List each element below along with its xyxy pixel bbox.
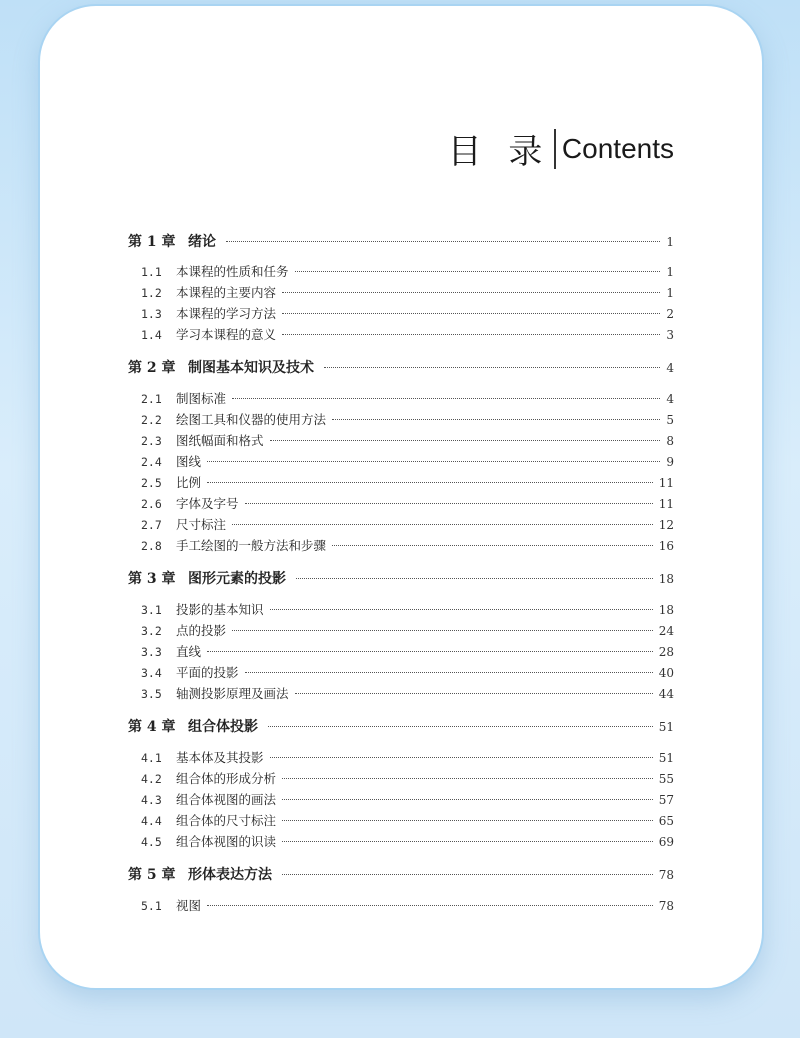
dot-leader	[295, 271, 661, 272]
page-number: 3	[666, 328, 674, 342]
section-number: 1.1	[141, 265, 162, 279]
section-number: 4.3	[141, 793, 162, 807]
dot-leader	[282, 874, 653, 875]
toc-chapter-row[interactable]	[128, 864, 674, 884]
toc-section-row[interactable]	[128, 494, 674, 514]
toc-section-row[interactable]	[128, 663, 674, 683]
dot-leader	[270, 440, 661, 441]
chapter-number: 第 4 章	[128, 719, 176, 735]
page-number: 78	[658, 899, 674, 913]
toc-section-row[interactable]	[128, 410, 674, 430]
page-number: 1	[666, 286, 674, 300]
chapter-number: 第 2 章	[128, 360, 176, 376]
toc-chapter-row[interactable]	[128, 231, 674, 251]
section-number: 3.5	[141, 687, 162, 701]
toc-section-row[interactable]	[128, 642, 674, 662]
chapter-number: 第 3 章	[128, 571, 176, 587]
section-title: 本课程的学习方法	[176, 306, 277, 321]
page-number: 51	[658, 720, 674, 734]
dot-leader	[232, 630, 653, 631]
dot-leader	[207, 482, 653, 483]
section-title: 绘图工具和仪器的使用方法	[176, 412, 327, 427]
dot-leader	[232, 398, 660, 399]
page-number: 51	[658, 751, 674, 765]
dot-leader	[282, 292, 660, 293]
toc-section-row[interactable]	[128, 515, 674, 535]
section-title: 组合体视图的识读	[176, 834, 277, 849]
section-number: 4.5	[141, 835, 162, 849]
section-number: 1.3	[141, 307, 162, 321]
toc-section-row[interactable]	[128, 896, 674, 916]
dot-leader	[282, 820, 653, 821]
dot-leader	[296, 578, 653, 579]
page-number: 12	[658, 518, 674, 532]
section-title: 图线	[176, 454, 202, 469]
section-number: 3.1	[141, 603, 162, 617]
dot-leader	[245, 672, 653, 673]
toc-heading-en: Contents	[561, 132, 674, 164]
chapter-title: 绪论	[188, 234, 216, 250]
section-title: 本课程的主要内容	[176, 285, 277, 300]
section-title: 本课程的性质和任务	[176, 264, 289, 279]
dot-leader	[245, 503, 653, 504]
toc-section-row[interactable]	[128, 621, 674, 641]
section-number: 3.4	[141, 666, 162, 680]
page-number: 9	[666, 455, 674, 469]
page-number: 8	[666, 434, 674, 448]
section-number: 5.1	[141, 899, 162, 913]
section-title: 图纸幅面和格式	[176, 433, 264, 448]
section-title: 学习本课程的意义	[176, 327, 277, 342]
section-title: 比例	[176, 475, 202, 490]
section-title: 基本体及其投影	[176, 750, 264, 765]
section-number: 2.6	[141, 497, 162, 511]
toc-section-row[interactable]	[128, 304, 674, 324]
section-number: 2.4	[141, 455, 162, 469]
dot-leader	[268, 726, 653, 727]
toc-section-row[interactable]	[128, 600, 674, 620]
page-number: 4	[666, 361, 674, 375]
toc-section-row[interactable]	[128, 452, 674, 472]
chapter-number: 第 1 章	[128, 234, 176, 250]
section-number: 4.2	[141, 772, 162, 786]
dot-leader	[207, 651, 653, 652]
page-number: 2	[666, 307, 674, 321]
page-number: 28	[658, 645, 674, 659]
section-title: 投影的基本知识	[176, 602, 264, 617]
page-number: 55	[658, 772, 674, 786]
section-title: 字体及字号	[176, 496, 239, 511]
toc-section-row[interactable]	[128, 389, 674, 409]
section-title: 点的投影	[176, 623, 227, 638]
section-title: 组合体的尺寸标注	[176, 813, 277, 828]
section-number: 2.1	[141, 392, 162, 406]
toc-section-row[interactable]	[128, 748, 674, 768]
page-number: 1	[666, 235, 674, 249]
page-number: 69	[658, 835, 674, 849]
page-number: 18	[658, 572, 674, 586]
toc-chapter-row[interactable]	[128, 716, 674, 736]
page-number: 1	[666, 265, 674, 279]
dot-leader	[282, 841, 653, 842]
page-number: 4	[666, 392, 674, 406]
section-title: 尺寸标注	[176, 517, 227, 532]
toc-section-row[interactable]	[128, 832, 674, 852]
page-number: 44	[658, 687, 674, 701]
section-title: 直线	[176, 644, 202, 659]
section-number: 2.8	[141, 539, 162, 553]
dot-leader	[282, 799, 653, 800]
dot-leader	[332, 545, 653, 546]
dot-leader	[332, 419, 660, 420]
section-number: 2.2	[141, 413, 162, 427]
section-number: 2.5	[141, 476, 162, 490]
toc-section-row[interactable]	[128, 811, 674, 831]
dot-leader	[282, 313, 660, 314]
toc-section-row[interactable]	[128, 790, 674, 810]
toc-section-row[interactable]	[128, 325, 674, 345]
toc-section-row[interactable]	[128, 536, 674, 556]
section-number: 4.1	[141, 751, 162, 765]
dot-leader	[295, 693, 653, 694]
page-number: 5	[666, 413, 674, 427]
dot-leader	[232, 524, 653, 525]
page-number: 11	[658, 476, 674, 490]
dot-leader	[207, 461, 660, 462]
section-title: 平面的投影	[176, 665, 239, 680]
page-number: 40	[658, 666, 674, 680]
page-number: 16	[658, 539, 674, 553]
dot-leader	[270, 757, 653, 758]
section-title: 轴测投影原理及画法	[176, 686, 289, 701]
section-title: 制图标准	[176, 391, 227, 406]
dot-leader	[270, 609, 653, 610]
section-number: 1.4	[141, 328, 162, 342]
toc-section-row[interactable]	[128, 283, 674, 303]
chapter-title: 形体表达方法	[188, 867, 272, 883]
section-number: 1.2	[141, 286, 162, 300]
page-number: 18	[658, 603, 674, 617]
page-number: 24	[658, 624, 674, 638]
chapter-title: 组合体投影	[188, 719, 258, 735]
chapter-number: 第 5 章	[128, 867, 176, 883]
chapter-title: 图形元素的投影	[188, 571, 286, 587]
dot-leader	[226, 241, 660, 242]
toc-chapter-row[interactable]	[128, 568, 674, 588]
toc-section-row[interactable]	[128, 769, 674, 789]
toc-chapter-row[interactable]	[128, 357, 674, 377]
toc-section-row[interactable]	[128, 473, 674, 493]
page-number: 57	[658, 793, 674, 807]
section-title: 组合体的形成分析	[176, 771, 277, 786]
section-number: 2.3	[141, 434, 162, 448]
page-number: 65	[658, 814, 674, 828]
chapter-title: 制图基本知识及技术	[188, 360, 314, 376]
toc-section-row[interactable]	[128, 262, 674, 282]
table-of-contents	[128, 0, 674, 1038]
toc-section-row[interactable]	[128, 684, 674, 704]
dot-leader	[324, 367, 660, 368]
section-number: 4.4	[141, 814, 162, 828]
page-number: 78	[658, 868, 674, 882]
dot-leader	[282, 778, 653, 779]
section-title: 视图	[176, 898, 202, 913]
dot-leader	[282, 334, 660, 335]
section-number: 3.2	[141, 624, 162, 638]
toc-heading-cn: 目 录	[447, 132, 551, 172]
section-number: 2.7	[141, 518, 162, 532]
section-title: 手工绘图的一般方法和步骤	[176, 538, 327, 553]
section-number: 3.3	[141, 645, 162, 659]
toc-section-row[interactable]	[128, 431, 674, 451]
dot-leader	[207, 905, 653, 906]
section-title: 组合体视图的画法	[176, 792, 277, 807]
page-number: 11	[658, 497, 674, 511]
